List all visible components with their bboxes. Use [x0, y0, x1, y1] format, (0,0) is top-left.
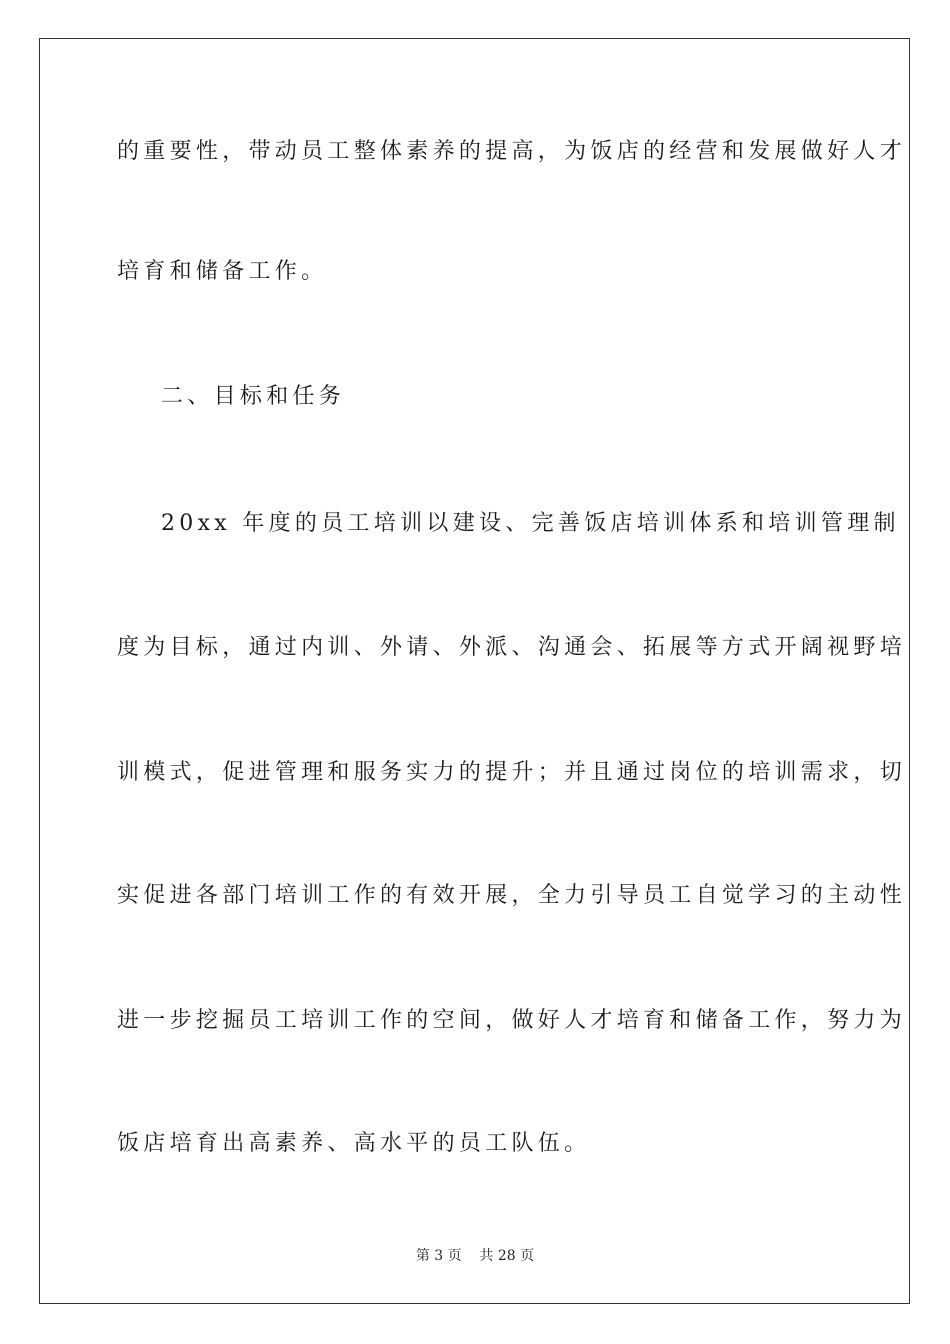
- page-footer: [0, 1246, 950, 1266]
- paragraph-line: 20xx 年度的员工培训以建设、完善饭店培训体系和培训管理制: [161, 511, 900, 536]
- paragraph-line: 培育和储备工作。: [117, 259, 328, 284]
- section-heading: 二、目标和任务: [161, 384, 346, 409]
- paragraph-line: 训模式，促进管理和服务实力的提升；并且通过岗位的培训需求，切: [117, 760, 907, 785]
- page-number: 第 3 页 共 28 页: [415, 1248, 535, 1264]
- page-border: [39, 38, 910, 1304]
- paragraph-line: 饭店培育出高素养、高水平的员工队伍。: [117, 1131, 591, 1156]
- paragraph-line: 度为目标，通过内训、外请、外派、沟通会、拓展等方式开阔视野培: [117, 635, 907, 660]
- paragraph-line: 的重要性，带动员工整体素养的提高，为饭店的经营和发展做好人才: [117, 139, 907, 164]
- paragraph-line: 进一步挖掘员工培训工作的空间，做好人才培育和储备工作，努力为: [117, 1008, 907, 1033]
- paragraph-line: 实促进各部门培训工作的有效开展，全力引导员工自觉学习的主动性: [117, 883, 907, 908]
